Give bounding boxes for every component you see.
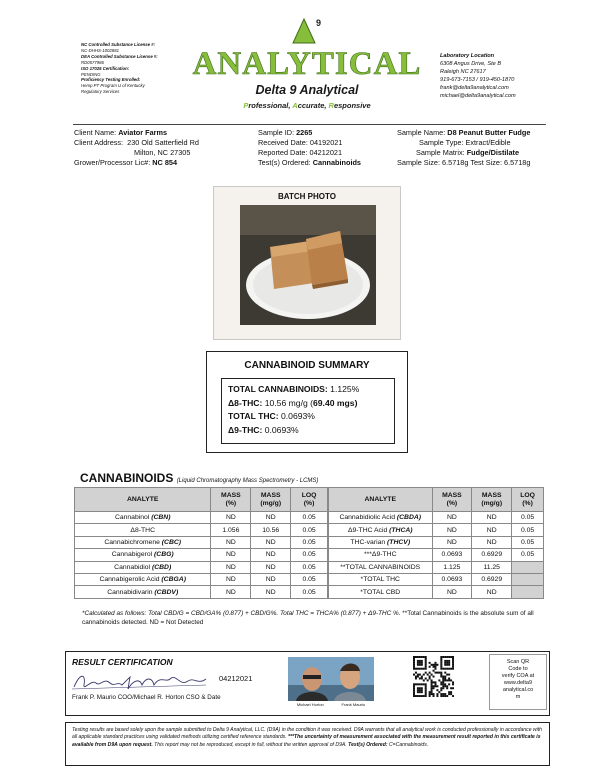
sample-size-label: Sample Size:	[397, 158, 441, 167]
cell-loq	[512, 573, 544, 585]
cell-loq: 0.05	[512, 524, 544, 536]
cell-pct: 0.0693	[432, 573, 472, 585]
cell-pct: 1.125	[432, 561, 472, 573]
analyte-name: **TOTAL CANNABINOIDS	[340, 563, 421, 571]
col-mass-pct: MASS (%)	[211, 488, 251, 512]
iso-value: PENDING	[81, 71, 101, 77]
total-cannabinoids-value: 1.125%	[330, 384, 360, 394]
cell-loq: 0.05	[291, 512, 328, 524]
col-mass-pct-r: MASS (%)	[432, 488, 472, 512]
table-row	[329, 549, 544, 561]
cell-loq: 0.05	[291, 549, 328, 561]
certification-title: RESULT CERTIFICATION	[72, 657, 173, 667]
analyte-name: Δ8-THC	[130, 526, 155, 534]
table-row	[329, 524, 544, 536]
cell-pct: ND	[432, 536, 472, 548]
summary-values	[221, 378, 395, 444]
dea-license-label: DEA Controlled Substance License #:	[81, 53, 158, 59]
cannabinoids-method: (Liquid Chromatography Mass Spectrometry - LCMS)	[176, 478, 319, 484]
analyte-cell	[329, 573, 433, 585]
analyte-name: THC-varian	[350, 538, 388, 546]
cell-mg: ND	[472, 586, 512, 598]
analyte-cell	[75, 586, 211, 598]
license-block	[81, 42, 191, 95]
cell-mg: ND	[472, 536, 512, 548]
table-row	[329, 536, 544, 548]
pt-value-1: Hemp PT Program U of Kentucky	[81, 83, 145, 89]
tag-r: R	[328, 101, 334, 110]
logo-company-name: Delta 9 Analytical	[255, 83, 359, 97]
iso-label: ISO 17025 Certification:	[81, 65, 130, 71]
grower-label: Grower/Processor Lic#:	[74, 158, 151, 167]
cell-loq: 0.05	[512, 549, 544, 561]
cell-loq: 0.05	[512, 536, 544, 548]
sample-type-label: Sample Type:	[419, 138, 464, 147]
analyte-cell	[75, 524, 211, 536]
scan-line: analytical.co	[502, 687, 534, 693]
d8-thc-value: 10.56 mg/g	[264, 397, 308, 408]
tag-p: P	[243, 101, 249, 110]
certifier-names: Frank P. Maurio COO/Michael R. Horton CSO & Date	[72, 694, 221, 701]
tag-r2: ccurate,	[297, 101, 329, 110]
analyte-cell	[75, 536, 211, 548]
cell-pct: ND	[432, 586, 472, 598]
tests-label: Test(s) Ordered:	[258, 158, 311, 167]
client-info	[74, 128, 199, 168]
cannabinoid-summary	[206, 351, 408, 453]
analyte-abbr: (CBGA)	[161, 576, 186, 584]
sample-type: Extract/Edible	[465, 138, 511, 147]
lab-email-2[interactable]: michael@delta9analytical.com	[440, 93, 516, 100]
cell-pct: ND	[211, 549, 251, 561]
analyte-cell	[329, 524, 433, 536]
analyte-abbr: (THCA)	[389, 526, 413, 534]
disclaimer-bold-2: Test(s) Ordered:	[348, 741, 388, 748]
test-size: 6.5718g	[504, 158, 531, 167]
cannabinoids-heading: CANNABINOIDS	[80, 471, 174, 485]
reported-label: Reported Date:	[258, 148, 308, 157]
batch-photo-image	[240, 205, 376, 325]
cell-mg: ND	[472, 524, 512, 536]
cell-pct: ND	[211, 573, 251, 585]
analyte-name: Cannabidiol	[114, 563, 152, 571]
total-thc-label: TOTAL THC:	[228, 411, 279, 421]
lab-location	[440, 52, 560, 101]
received-label: Received Date:	[258, 138, 308, 147]
scan-line: m	[515, 694, 521, 700]
sample-matrix: Fudge/Distilate	[466, 148, 520, 157]
cell-mg: ND	[472, 512, 512, 524]
calc-formula: *Calculated as follows: Total CBD/G = CBD/GA% (0.877) + CBD/G%. Total THC = THCA% (0.877) + Δ9-THC %.	[82, 610, 401, 617]
lab-email-1[interactable]: frank@delta9analytical.com	[440, 85, 509, 92]
photo-captions	[288, 701, 374, 709]
client-name: Aviator Farms	[118, 128, 168, 137]
analyte-name: Cannabichromene	[104, 538, 162, 546]
analyte-name: Cannabidivarin	[107, 588, 155, 596]
analyte-abbr: (CBDV)	[154, 588, 179, 596]
analyte-cell	[75, 512, 211, 524]
table-row	[75, 573, 328, 585]
analyte-name: *TOTAL CBD	[360, 588, 401, 596]
table-row	[75, 524, 328, 536]
d8-paren-open: (	[310, 397, 313, 408]
cell-pct: 1.056	[211, 524, 251, 536]
d8-thc-label: Δ8-THC:	[228, 397, 263, 408]
client-name-label: Client Name:	[74, 128, 117, 137]
result-certification	[65, 651, 550, 716]
cell-pct: ND	[211, 536, 251, 548]
sample-name-label: Sample Name:	[397, 128, 446, 137]
analyte-name: Cannabigerolic Acid	[99, 576, 162, 584]
cell-mg: ND	[251, 561, 291, 573]
company-logo	[192, 10, 422, 118]
analyte-name: Cannabidiolic Acid	[339, 514, 397, 522]
sample-matrix-label: Sample Matrix:	[416, 148, 465, 157]
header-divider	[73, 124, 546, 125]
test-size-label: Test Size:	[470, 158, 502, 167]
sample-id: 2265	[296, 128, 313, 137]
cell-loq	[512, 586, 544, 598]
analyte-cell	[75, 549, 211, 561]
caption-left: Michael Horton	[296, 702, 324, 707]
lab-title: Laboratory Location	[440, 53, 495, 59]
scan-line: Code to	[508, 666, 528, 672]
reported-date: 04212021	[309, 148, 342, 157]
scan-line: www.delta9	[503, 680, 533, 686]
cell-mg: 0.6929	[472, 549, 512, 561]
analyte-cell	[329, 512, 433, 524]
total-cannabinoids-label: TOTAL CANNABINOIDS:	[228, 384, 328, 394]
d9-thc-label: Δ9-THC:	[228, 424, 263, 435]
disclaimer-part-1: Testing results are based solely upon the sample submitted to Delta 9 Analytical, LLC. (D9A) in the condition it was received. D9A warrants that all analytical work is conducted professionally in accordance with all applicable standard practices using validated methods utilizing certified reference standards.	[72, 727, 542, 741]
disclaimer	[65, 722, 550, 766]
table-row	[75, 586, 328, 598]
signature-image	[70, 669, 210, 695]
logo-superscript: 9	[316, 18, 322, 28]
dea-license-value: RD0577986	[81, 59, 104, 65]
analyte-name: ***Δ9-THC	[364, 551, 397, 559]
qr-code-icon[interactable]	[413, 656, 454, 697]
sample-id-label: Sample ID:	[258, 128, 295, 137]
sample-name: D8 Peanut Butter Fudge	[447, 128, 531, 137]
analyte-abbr: (CBC)	[161, 538, 182, 546]
analyte-abbr: (THCV)	[387, 538, 411, 546]
tag-r3: esponsive	[333, 101, 371, 110]
received-date: 04192021	[309, 138, 343, 147]
disclaimer-part-3: C=Cannabinoids.	[387, 741, 429, 748]
caption-right: Frank Maurio	[341, 702, 366, 707]
summary-title: CANNABINOID SUMMARY	[244, 360, 370, 371]
cell-pct: ND	[432, 512, 472, 524]
col-analyte-r: ANALYTE	[329, 488, 433, 512]
client-address-1: 230 Old Satterfield Rd	[127, 138, 199, 147]
batch-photo-box	[213, 186, 401, 340]
cell-loq: 0.05	[291, 524, 328, 536]
analyte-cell	[75, 561, 211, 573]
cell-pct: ND	[211, 512, 251, 524]
analyte-name: Cannabigerol	[111, 551, 155, 559]
cell-loq: 0.05	[291, 561, 328, 573]
analyte-name: *TOTAL THC	[360, 576, 400, 584]
tests-ordered: Cannabinoids	[312, 158, 361, 167]
col-mass-mg-r: MASS (mg/g)	[472, 488, 512, 512]
table-row	[75, 549, 328, 561]
cell-mg: ND	[251, 549, 291, 561]
disclaimer-part-2: This report may not be reproduced, except in full, without the written approval of D9A.	[152, 741, 349, 748]
disclaimer-bold-1: ***The uncertainty of measurement associated with the measurement result reported in this certificate is available from D9A upon request.	[72, 734, 541, 748]
col-loq: LOQ (%)	[291, 488, 328, 512]
cell-mg: 11.25	[472, 561, 512, 573]
calculation-note	[82, 609, 544, 627]
lab-line-2: Raleigh NC 27617	[440, 69, 486, 76]
cell-pct: ND	[211, 561, 251, 573]
client-address-label: Client Address:	[74, 138, 124, 147]
client-address-2: Milton, NC 27305	[134, 148, 191, 157]
col-mass-mg: MASS (mg/g)	[251, 488, 291, 512]
cell-mg: 0.6929	[472, 573, 512, 585]
analyte-name: Cannabinol	[114, 514, 152, 522]
cell-mg: ND	[251, 586, 291, 598]
nc-license-value: NC-DHHS-1002881	[81, 47, 119, 53]
analyte-cell	[329, 549, 433, 561]
cannabinoids-title	[80, 471, 318, 485]
col-loq-r: LOQ (%)	[512, 488, 544, 512]
analyte-abbr: (CBN)	[151, 514, 171, 522]
pt-label: Proficiency Testing Enrolled:	[81, 77, 141, 83]
batch-photo-title: BATCH PHOTO	[278, 192, 336, 201]
delta-triangle-icon	[292, 16, 322, 46]
logo-tagline	[192, 101, 422, 110]
lab-line-3: 919-673-7153 / 919-450-1870	[440, 77, 515, 84]
table-row	[75, 536, 328, 548]
analyte-abbr: (CBD)	[151, 563, 172, 571]
scan-qr-note	[489, 654, 547, 710]
scan-line: verify COA at	[501, 673, 535, 679]
cannabinoids-table-left	[74, 487, 328, 599]
col-analyte: ANALYTE	[75, 488, 211, 512]
pt-value-2: Regulatory Services	[81, 89, 120, 95]
grower-license: NC 854	[152, 158, 178, 167]
cell-loq	[512, 561, 544, 573]
certification-date: 04212021	[219, 674, 253, 683]
table-row	[75, 561, 328, 573]
cell-mg: ND	[251, 573, 291, 585]
analyte-cell	[75, 573, 211, 585]
cell-pct: ND	[211, 586, 251, 598]
d8-thc-mgs: 69.40	[313, 397, 335, 408]
analyte-abbr: (CBDA)	[396, 514, 422, 522]
scan-line: Scan QR	[506, 659, 530, 665]
cell-mg: ND	[251, 512, 291, 524]
table-row	[329, 561, 544, 573]
analyte-name: Δ9-THC Acid	[347, 526, 390, 534]
nc-license-label: NC Controlled Substance License #:	[81, 42, 156, 47]
cell-mg: ND	[251, 536, 291, 548]
sample-size: 6.5718g	[442, 158, 469, 167]
d8-paren-close: mgs)	[334, 397, 358, 408]
analyte-cell	[329, 536, 433, 548]
table-row	[75, 512, 328, 524]
certifiers-photo	[288, 657, 374, 709]
lab-line-1: 6308 Angus Drive, Ste B	[440, 61, 502, 68]
tag-a: A	[292, 101, 298, 110]
table-row	[329, 586, 544, 598]
calc-note: **Total Cannabinoids is the absolute sum of all cannabinoids detected. ND = Not Detected	[82, 610, 534, 626]
cannabinoids-table-right	[328, 487, 544, 599]
d9-thc-value: 0.0693%	[264, 424, 299, 435]
total-thc-value: 0.0693%	[281, 411, 315, 421]
cell-mg: 10.56	[251, 524, 291, 536]
table-row	[329, 573, 544, 585]
analyte-cell	[329, 561, 433, 573]
cell-loq: 0.05	[291, 536, 328, 548]
tag-r1: rofessional,	[248, 101, 293, 110]
sample-details	[397, 128, 530, 168]
cell-loq: 0.05	[291, 586, 328, 598]
analyte-abbr: (CBG)	[154, 551, 174, 559]
cell-pct: 0.0693	[432, 549, 472, 561]
cell-loq: 0.05	[291, 573, 328, 585]
cell-pct: ND	[432, 524, 472, 536]
table-row	[329, 512, 544, 524]
certifiers-portrait	[288, 657, 374, 701]
sample-dates	[258, 128, 361, 168]
logo-wordmark: ANALYTICAL	[192, 46, 422, 82]
cell-loq: 0.05	[512, 512, 544, 524]
analyte-cell	[329, 586, 433, 598]
